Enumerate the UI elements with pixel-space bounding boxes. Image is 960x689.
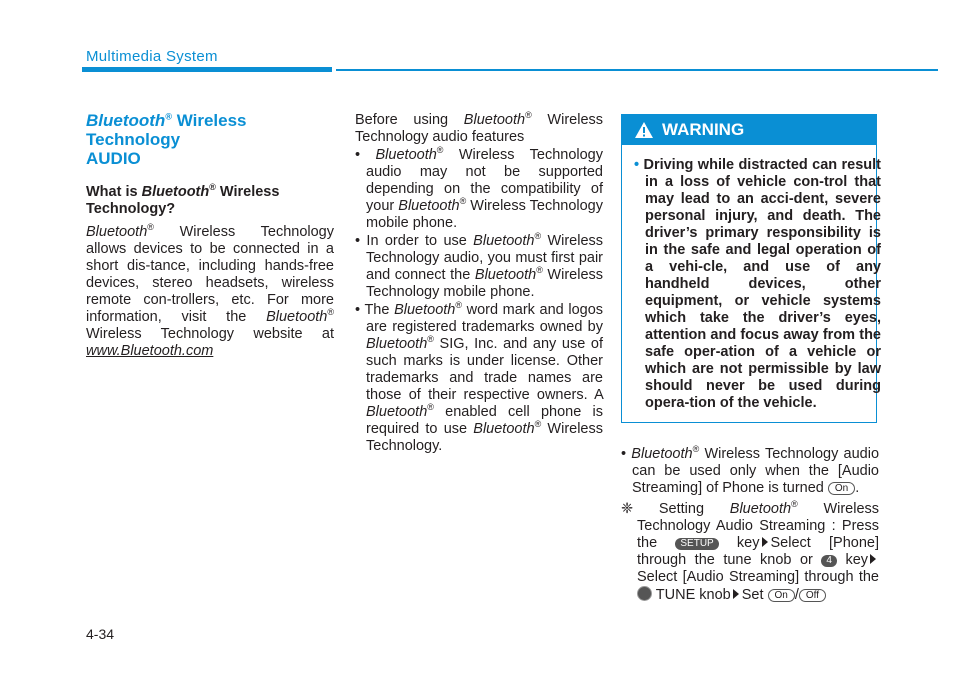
registered-mark: ® bbox=[427, 334, 434, 345]
intro-pre: Before using bbox=[355, 112, 449, 128]
bullet2-mid: Wireless Technology audio, you must first pair and connect the bbox=[366, 233, 604, 283]
note-mark: ❈ bbox=[621, 501, 634, 517]
bluetooth-word: Bluetooth bbox=[398, 198, 460, 214]
on-button: On bbox=[828, 482, 855, 495]
registered-mark: ® bbox=[692, 444, 700, 455]
bullet3-mid: word mark and logos are registered trademarks owned by bbox=[366, 302, 604, 335]
warning-title: WARNING bbox=[662, 120, 745, 139]
registered-mark: ® bbox=[165, 111, 172, 122]
on-button: On bbox=[768, 589, 795, 602]
bullet-streaming: • Bluetooth® Wireless Technology audio can be used only when the [Audio Streaming] of Phone is turned On . bbox=[621, 444, 880, 496]
bluetooth-word: Bluetooth bbox=[366, 404, 428, 420]
registered-mark: ® bbox=[534, 231, 542, 242]
bullet3-end: Wireless Technology. bbox=[366, 421, 603, 454]
warning-text bbox=[634, 157, 881, 412]
title-line2: AUDIO bbox=[86, 149, 141, 168]
bluetooth-word: Bluetooth bbox=[366, 336, 428, 352]
section-title bbox=[86, 111, 334, 168]
bullet2-pre: In order to use bbox=[366, 233, 467, 249]
key-word: key bbox=[736, 535, 760, 551]
para-b: Wireless Technology website at bbox=[86, 326, 334, 342]
bluetooth-word: Bluetooth bbox=[474, 267, 537, 283]
bluetooth-website-link[interactable]: www.Bluetooth.com bbox=[86, 343, 214, 359]
arrow-right-icon bbox=[870, 554, 876, 564]
registered-mark: ® bbox=[327, 307, 334, 318]
intro-line bbox=[355, 112, 603, 146]
key-word: key bbox=[845, 552, 869, 568]
bluetooth-word: Bluetooth bbox=[463, 112, 526, 128]
warning-header bbox=[622, 115, 876, 145]
header-bar-right bbox=[336, 69, 938, 71]
registered-mark: ® bbox=[436, 145, 444, 156]
question-heading bbox=[86, 184, 334, 218]
set-word: Set bbox=[741, 587, 764, 603]
bluetooth-word: Bluetooth bbox=[375, 147, 437, 163]
column-before-using bbox=[355, 112, 603, 456]
registered-mark: ® bbox=[147, 222, 154, 233]
registered-mark: ® bbox=[459, 196, 467, 207]
note-mid: Wireless Technology Audio Streaming : Press the bbox=[637, 501, 880, 551]
warning-box bbox=[621, 114, 881, 423]
bullet3-mid2: SIG, Inc. and any use of such marks is under license. Other trademarks and trade names are those of their respective owners. A bbox=[366, 336, 603, 403]
note-select-phone: Select [Phone] through the tune knob or bbox=[637, 535, 879, 568]
page-number: 4-34 bbox=[86, 626, 115, 642]
note-pre: Setting bbox=[658, 501, 705, 517]
registered-mark: ® bbox=[534, 419, 542, 430]
bullet-pairing: • In order to use Bluetooth® Wireless Technology audio, you must first pair and connect the Bluetooth® Wireless Technology mobile phone. bbox=[355, 231, 604, 300]
bluetooth-word: Bluetooth bbox=[631, 446, 693, 462]
registered-mark: ® bbox=[791, 499, 798, 510]
header-bar-left bbox=[82, 67, 332, 72]
streaming-text: Wireless Technology audio can be used only when the [Audio Streaming] of Phone is turned bbox=[632, 446, 880, 496]
column-streaming bbox=[621, 446, 879, 605]
registered-mark: ® bbox=[536, 265, 543, 276]
bluetooth-word: Bluetooth bbox=[473, 421, 535, 437]
arrow-right-icon bbox=[762, 537, 768, 547]
question-pre: What is bbox=[86, 184, 138, 200]
bullet1-text: Wireless Technology audio may not be supported depending on the compatibility of your bbox=[366, 147, 603, 214]
off-button: Off bbox=[799, 589, 826, 602]
note-select-streaming: Select [Audio Streaming] through the bbox=[637, 569, 879, 585]
title-suffix: Wireless Technology bbox=[86, 111, 247, 149]
warning-body-text: Driving while distracted can result in a loss of vehicle con-trol that may lead to an acci-dent, severe personal injury, and death. The driver’s primary responsibility is in the safe and legal operation of a vehi-cle, and use of any handheld devices, other equipment, or vehicle systems which take the driver’s eyes, attention and focus away from the safe oper-ation of a vehicle or which are not permissible by law should never be used during opera-tion of the vehicle. bbox=[643, 157, 881, 411]
bullet3-mid3: enabled cell phone is required to use bbox=[366, 404, 603, 437]
bluetooth-word: Bluetooth bbox=[394, 302, 456, 318]
bullet3-pre: The bbox=[364, 302, 390, 318]
column-bluetooth-intro bbox=[86, 111, 334, 360]
intro-paragraph bbox=[86, 224, 334, 360]
registered-mark: ® bbox=[455, 300, 462, 311]
bullet-compatibility: • Bluetooth® Wireless Technology audio may not be supported depending on the compatibility of your Bluetooth® Wireless Technology mobile phone. bbox=[355, 145, 604, 231]
tune-knob-icon bbox=[637, 586, 652, 601]
bullet2-end: Wireless Technology mobile phone. bbox=[366, 267, 604, 300]
bluetooth-word: Bluetooth bbox=[141, 184, 210, 200]
intro-post: Wireless Technology audio features bbox=[355, 112, 604, 145]
bullet-trademarks: • The Bluetooth® word mark and logos are registered trademarks owned by Bluetooth® SIG, Inc. and any use of such marks is under license. Other trademarks and trade names are those of their respective owners. A Bluetooth® enabled cell phone is required to use Bluetooth® Wireless Technology. bbox=[355, 300, 604, 454]
registered-mark: ® bbox=[209, 182, 216, 193]
tune-knob-label: TUNE knob bbox=[655, 587, 731, 603]
bluetooth-word: Bluetooth bbox=[473, 233, 535, 249]
registered-mark: ® bbox=[427, 402, 434, 413]
warning-triangle-icon bbox=[634, 121, 654, 139]
warning-bullet: • bbox=[634, 157, 640, 173]
bluetooth-word: Bluetooth bbox=[86, 224, 148, 240]
bluetooth-word: Bluetooth bbox=[729, 501, 792, 517]
section-header: Multimedia System bbox=[86, 48, 218, 65]
arrow-right-icon bbox=[733, 589, 739, 599]
bluetooth-word: Bluetooth bbox=[266, 309, 328, 325]
bluetooth-word: Bluetooth bbox=[86, 111, 166, 130]
registered-mark: ® bbox=[525, 110, 532, 121]
key-4: 4 bbox=[821, 555, 837, 567]
bullet1-end: Wireless Technology mobile phone. bbox=[366, 198, 604, 231]
question-post: Wireless Technology? bbox=[86, 184, 280, 217]
setup-key: SETUP bbox=[675, 538, 718, 550]
setting-note: ❈ Setting Bluetooth® Wireless Technology Audio Streaming : Press the SETUP key Select [Phone] through the tune knob or 4 key Select [Audio Streaming] through the TUNE knob Set On / Off bbox=[621, 499, 880, 603]
para-a: Wireless Technology allows devices to be connected in a short dis-tance, including hands-free devices, stereo headsets, wireless remote con-trollers, etc. For more information, visit the bbox=[86, 224, 334, 325]
